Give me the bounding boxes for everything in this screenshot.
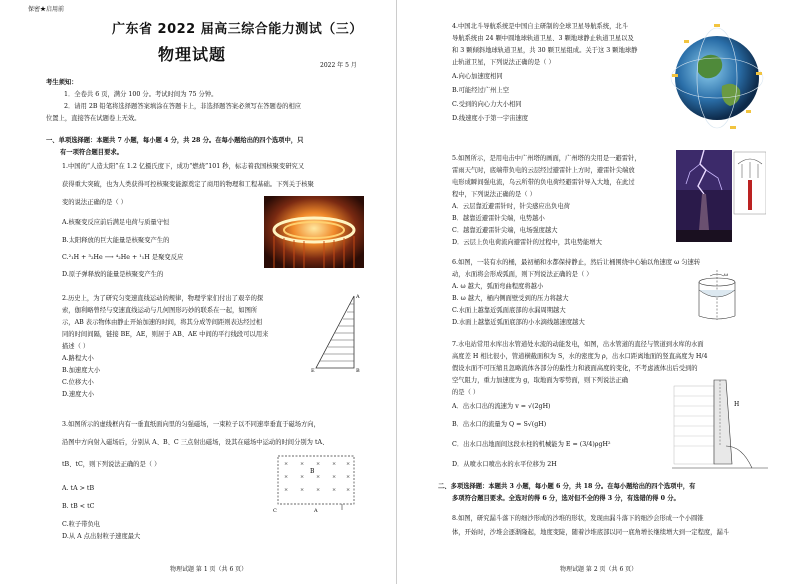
question-text: 获得重大突破，也为人类获得可控核聚变能源奠定了商用的物理和工程基础。下列关于核聚 bbox=[62, 181, 314, 188]
svg-text:×: × bbox=[316, 487, 321, 493]
question-text: 3.如图所示的虚线框内有一垂直纸面向里的匀强磁场，一束粒子以不同速率垂直于磁场方向， bbox=[62, 421, 320, 428]
answer-option: C.粒子带负电 bbox=[62, 521, 101, 528]
answer-option: D.从 A 点出射粒子速度最大 bbox=[62, 533, 141, 540]
question-text: 变的说法正确的是（ ） bbox=[62, 199, 127, 206]
answer-option: A．云层靠近避雷针时，针尖感应出负电荷 bbox=[452, 203, 570, 210]
section-heading: 二、多项选择题：本题共 3 小题，每小题 6 分，共 18 分。在每小题给出的四个选项中，有 bbox=[438, 483, 696, 490]
answer-option: B.加速度大小 bbox=[62, 367, 101, 374]
section-heading: 一、单项选择题：本题共 7 小题，每小题 4 分，共 28 分。在每小题给出的四个选项中，只 bbox=[46, 137, 304, 144]
diagram-label-b: B bbox=[356, 368, 360, 374]
question-text: 假设水面不可压缩且忽略流体各部分的黏性力和液面高度的变化，不考虑液体出后受到的 bbox=[452, 365, 698, 372]
question-text: 1.中国的“人造太阳”在 1.2 亿摄氏度下，成功“燃烧”101 秒，标志着我国核聚变研究又 bbox=[62, 163, 305, 170]
notice-heading: 考生须知： bbox=[46, 79, 78, 86]
svg-text:×: × bbox=[316, 474, 321, 480]
exam-subject: 物理试题 bbox=[158, 45, 227, 64]
question-text: 空气阻力，重力加速度为 g，取地面为零势面，则下列说法正确 bbox=[452, 377, 629, 384]
question-text: 体，开始时，沙堆会逐渐隆起，地度变陡，随着沙堆底部以同一底角增长继续增大到一定程度，漏斗 bbox=[452, 529, 730, 536]
svg-text:×: × bbox=[284, 461, 289, 467]
svg-text:×: × bbox=[346, 461, 351, 467]
field-label-c: C bbox=[273, 508, 277, 514]
page-footer-left: 物理试题 第 1 页（共 6 页） bbox=[170, 566, 248, 573]
page-divider bbox=[396, 0, 397, 584]
svg-text:×: × bbox=[284, 487, 289, 493]
svg-text:×: × bbox=[300, 461, 305, 467]
magnetic-field-diagram bbox=[272, 452, 358, 514]
answer-option: A．出水口出的流速为 v = √(2gH) bbox=[452, 403, 551, 410]
answer-option: D.水面上越靠近弧面底部的小水滴线越速度越大 bbox=[452, 319, 585, 326]
svg-text:×: × bbox=[316, 461, 321, 467]
omega-label: ω bbox=[724, 272, 729, 278]
diagram-label-e: E bbox=[311, 368, 315, 374]
question-text: 动，水面将会形成弧面，则下列说法正确的是（ ） bbox=[452, 271, 593, 278]
field-label-a: A bbox=[314, 508, 318, 514]
question-text: 7.水电站常用水库出水管道处水流的动能发电，如图，出水管道的直径与管道到水库的水面 bbox=[452, 341, 704, 348]
question-text: 电形成瞬间强电流，乌云所带的负电荷经避雷针导入大地，在此过 bbox=[452, 179, 635, 186]
svg-text:×: × bbox=[332, 487, 337, 493]
answer-option: D.原子弹释放的能量是核聚变产生的 bbox=[62, 271, 164, 278]
answer-option: B.太阳释放的巨大能量是核聚变产生的 bbox=[62, 237, 170, 244]
answer-option: C.²₁H + ³₂He ⟶ ⁴₂He + ¹₁H 是聚变反应 bbox=[62, 254, 184, 261]
section-heading: 有一项符合题目要求。 bbox=[60, 149, 123, 156]
answer-option: C．出水口出地面间这段水柱的机械能为 E = (3/4)ρgH² bbox=[452, 441, 611, 448]
answer-option: B. tB < tC bbox=[62, 503, 95, 510]
answer-option: B．越靠近避雷针尖端，电势越小 bbox=[452, 215, 545, 222]
tokamak-photo bbox=[264, 196, 364, 268]
question-text: 示，AB 表示物体由静止开始加速的时间，将其分成等间距则表达经过相 bbox=[62, 319, 263, 326]
lightning-canton-tower-photo bbox=[676, 150, 766, 242]
notice-line: 位置上，直接答在试题卷上无效。 bbox=[46, 115, 141, 122]
question-text: 程中，下列说法正确的是（ ） bbox=[452, 191, 536, 198]
question-text: 描述（ ） bbox=[62, 343, 90, 350]
svg-text:×: × bbox=[300, 487, 305, 493]
page-footer-right: 物理试题 第 2 页（共 6 页） bbox=[560, 566, 638, 573]
svg-text:×: × bbox=[346, 487, 351, 493]
answer-option: C.受到的向心力大小相同 bbox=[452, 101, 522, 108]
answer-option: A.向心加速度相同 bbox=[452, 73, 503, 80]
secrecy-label: 保密★启用前 bbox=[28, 6, 65, 13]
answer-option: D.速度大小 bbox=[62, 391, 95, 398]
answer-option: A. ω 越大，弧面弯曲程度将越小 bbox=[452, 283, 544, 290]
rotating-bucket-diagram bbox=[690, 268, 744, 322]
question-text: 索，伽利略曾经与变速直线运动与几何图形巧妙的联系在一起，如图所 bbox=[62, 307, 258, 314]
galileo-triangle-diagram bbox=[310, 290, 366, 374]
answer-option: A.核聚变反应前后满足电荷与质量守恒 bbox=[62, 219, 170, 226]
svg-text:×: × bbox=[284, 474, 289, 480]
exam-title: 广东省 2022 届高三综合能力测试（三） bbox=[112, 22, 363, 37]
dam-outlet-diagram bbox=[672, 376, 768, 474]
answer-option: B. ω 越大，桶内侧面壁受到的压力将越大 bbox=[452, 295, 569, 302]
svg-text:×: × bbox=[332, 461, 337, 467]
question-text: 雷雨天气时，底端带负电的云层经过避雷针上方时，避雷针尖端放 bbox=[452, 167, 635, 174]
svg-text:×: × bbox=[300, 474, 305, 480]
answer-option: D．云层上负电荷流向避雷针的过程中，其电势能增大 bbox=[452, 239, 602, 246]
answer-option: B.可能经过广州上空 bbox=[452, 87, 510, 94]
earth-satellites-image bbox=[670, 22, 764, 134]
svg-text:×: × bbox=[332, 474, 337, 480]
question-text: 5.如图所示，是用电击中广州塔的画面，广州塔的尖用是一避雷针， bbox=[452, 155, 641, 162]
question-text: 6.如图，一装有水的桶，最初桶和水都保持静止，然后让桶围绕中心轴以角速度 ω 匀速转 bbox=[452, 259, 701, 266]
answer-option: B．出水口的流量为 Q = S√(gH) bbox=[452, 421, 547, 428]
diagram-label-a: A bbox=[356, 294, 360, 300]
question-text: 和 3 颗倾斜地球轨道卫星，共 30 颗卫星组成。关于这 3 颗地球静 bbox=[452, 47, 638, 54]
question-text: tB、tC，则下列说法正确的是（ ） bbox=[62, 461, 161, 468]
question-text: 4.中国北斗导航系统是中国自主研制的全球卫星导航系统，北斗 bbox=[452, 23, 629, 30]
answer-option: D．从喷水口喷出水的水平位移为 2H bbox=[452, 461, 557, 468]
question-text: 8.如图，研究漏斗落下的细沙形成的沙堆的形状，发现由漏斗落下的细沙会形成一个小圆锥 bbox=[452, 515, 704, 522]
section-heading: 多项符合题目要求。全选对的得 6 分，选对但不全的得 3 分，有选错的得 0 分。 bbox=[452, 495, 680, 502]
question-text: 导航系统由 24 颗中圆地球轨道卫星、3 颗地球静止轨道卫星以及 bbox=[452, 35, 634, 42]
question-text: 高度差 H 相比很小，管道横截面积为 S，水的密度为 ρ，出水口距离地面的竖直高度为 H/4 bbox=[452, 353, 708, 360]
answer-option: C．越靠近避雷针尖端，电场强度越大 bbox=[452, 227, 558, 234]
question-text: 同的时间间隔，链接 BE，AE，则居于 AB、AE 中间的平行线段可以用来 bbox=[62, 331, 269, 338]
answer-option: C.水面上越靠近弧面底部的水漏周期越大 bbox=[452, 307, 566, 314]
field-label-b: B bbox=[310, 468, 315, 475]
notice-line: 1．全卷共 6 页，满分 100 分。考试时间为 75 分钟。 bbox=[64, 91, 218, 98]
question-text: 2.历史上，为了研究匀变速直线运动的规律，物理学家们付出了艰辛的探 bbox=[62, 295, 264, 302]
answer-option: A. tA > tB bbox=[62, 485, 95, 492]
question-text: 沿图中方向射入磁场后，分别从 A、B、C 三点射出磁场，设其在磁场中运动的时间分别为 tA、 bbox=[62, 439, 329, 446]
exam-date: 2022 年 5 月 bbox=[320, 62, 357, 69]
answer-option: D.线速度小于第一宇宙速度 bbox=[452, 115, 529, 122]
answer-option: A.路程大小 bbox=[62, 355, 94, 362]
notice-line: 2．请用 2B 铅笔将选择题答案填涂在答题卡上，非选择题答案必须写在答题卷的相应 bbox=[64, 103, 302, 110]
question-text: 止轨道卫星，下列说法正确的是（ ） bbox=[452, 59, 555, 66]
height-label-h: H bbox=[734, 401, 740, 408]
question-text: 的是（ ） bbox=[452, 389, 480, 396]
answer-option: C.位移大小 bbox=[62, 379, 94, 386]
svg-text:×: × bbox=[346, 474, 351, 480]
